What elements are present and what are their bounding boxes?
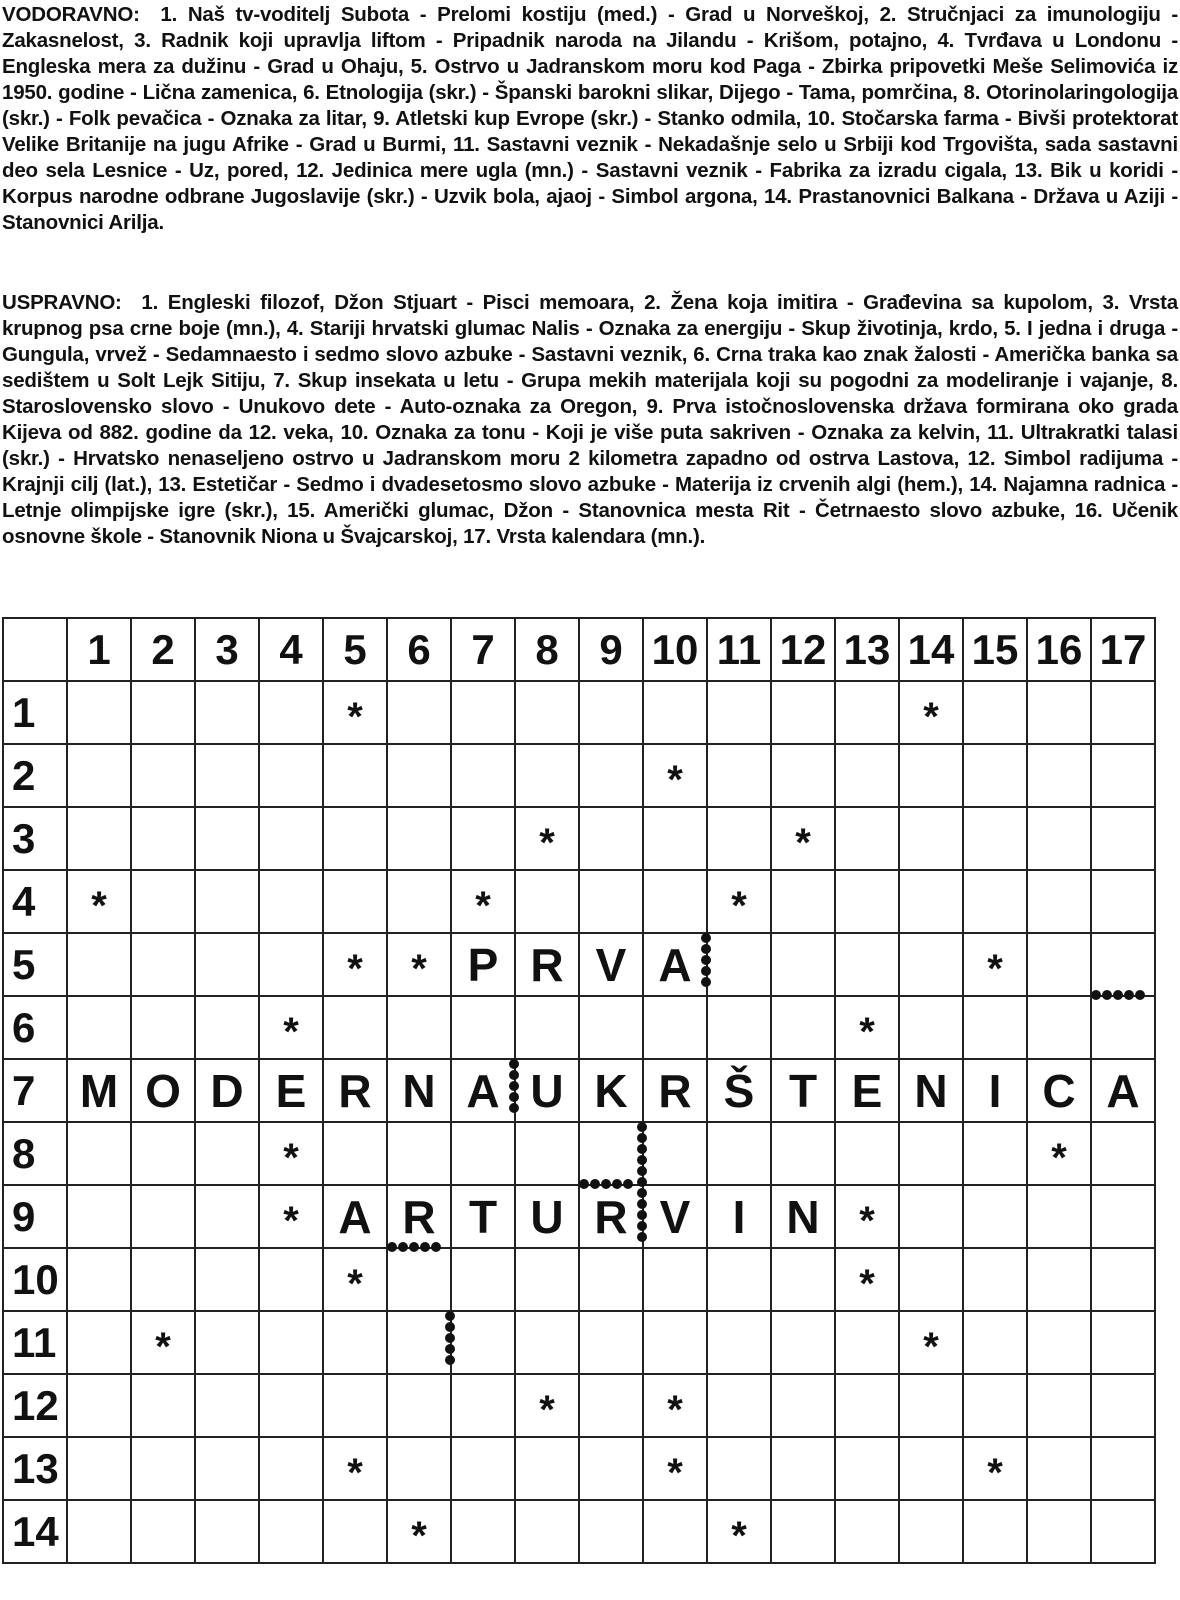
grid-row xyxy=(3,807,1155,870)
empty-cell[interactable] xyxy=(899,1248,963,1311)
column-header-row xyxy=(3,618,1155,681)
blocked-cell: * xyxy=(771,807,835,870)
blocked-cell: * xyxy=(259,1122,323,1185)
empty-cell[interactable] xyxy=(643,1122,707,1185)
empty-cell[interactable] xyxy=(579,996,643,1059)
letter-cell[interactable]: R xyxy=(515,933,579,996)
empty-cell[interactable] xyxy=(387,681,451,744)
empty-cell[interactable] xyxy=(515,996,579,1059)
empty-cell[interactable] xyxy=(451,1248,515,1311)
empty-cell[interactable] xyxy=(131,996,195,1059)
column-number: 10 xyxy=(643,618,707,681)
empty-cell[interactable] xyxy=(1091,1500,1155,1563)
row-number: 12 xyxy=(3,1374,67,1437)
empty-cell[interactable] xyxy=(67,681,131,744)
letter-cell[interactable]: N xyxy=(387,1059,451,1122)
empty-cell[interactable] xyxy=(1091,744,1155,807)
empty-cell[interactable] xyxy=(1091,1248,1155,1311)
empty-cell[interactable] xyxy=(195,1500,259,1563)
vertical-clues-text: 1. Engleski filozof, Džon Stjuart - Pisci memoara, 2. Žena koja imitira - Građevina sa kupolom, 3. Vrsta krupnog psa crne boje (mn.), 4. Stariji hrvatski glumac Nalis - Oznaka za energiju - Skup životinja, krdo, 5. I jedna i druga - Gungula, vrvež - Sedamnaesto i sedmo slovo azbuke - Sastavni veznik, 6. Crna traka kao znak žalosti - Američka banka sa sedištem u Solt Lejk Sitiju, 7. Skup insekata u letu - Grupa mekih materijala koji su pogodni za modeliranje i vajanje, 8. Staroslovensko slovo - Unukovo dete - Auto-oznaka za Oregon, 9. Prva istočnoslovenska država formirana oko grada Kijeva od 882. godine da 12. veka, 10. Oznaka za tonu - Koji je više puta sakriven - Oznaka za kelvin, 11. Ultrakratki talasi (skr.) - Hrvatsko nenaseljeno ostrvo u Jadranskom moru 2 kilometra zapadno od ostrva Lastova, 12. Simbol radijuma - Krajnji cilj (lat.), 13. Estetičar - Sedmo i dvadesetosmo slovo azbuke - Materija iz crvenih algi (hem.), 14. Najamna radnica - Letnje olimpijske igre (skr.), 15. Američki glumac, Džon - Stanovnica mesta Rit - Četrnaesto slovo azbuke, 16. Učenik osnovne škole - Stanovnik Niona u Švajcarskoj, 17. Vrsta kalendara (mn.). xyxy=(2,291,1178,548)
blocked-cell: * xyxy=(963,1437,1027,1500)
empty-cell[interactable] xyxy=(67,996,131,1059)
empty-cell[interactable] xyxy=(771,1437,835,1500)
empty-cell[interactable] xyxy=(643,870,707,933)
empty-cell[interactable] xyxy=(899,1185,963,1248)
empty-cell[interactable] xyxy=(899,933,963,996)
empty-cell[interactable] xyxy=(835,933,899,996)
empty-cell[interactable] xyxy=(1091,681,1155,744)
empty-cell[interactable] xyxy=(515,681,579,744)
empty-cell[interactable] xyxy=(1027,1311,1091,1374)
empty-cell[interactable] xyxy=(899,870,963,933)
empty-cell[interactable] xyxy=(131,870,195,933)
horizontal-clues xyxy=(2,2,1178,236)
grid-row xyxy=(3,1437,1155,1500)
empty-cell[interactable] xyxy=(195,1311,259,1374)
empty-cell[interactable] xyxy=(1091,807,1155,870)
empty-cell[interactable] xyxy=(195,1437,259,1500)
empty-cell[interactable] xyxy=(131,681,195,744)
empty-cell[interactable] xyxy=(835,1311,899,1374)
empty-cell[interactable] xyxy=(195,1122,259,1185)
empty-cell[interactable] xyxy=(515,744,579,807)
blocked-cell: * xyxy=(515,807,579,870)
blocked-cell: * xyxy=(259,1185,323,1248)
row-number: 2 xyxy=(3,744,67,807)
empty-cell[interactable] xyxy=(643,807,707,870)
empty-cell[interactable] xyxy=(899,996,963,1059)
empty-cell[interactable] xyxy=(451,681,515,744)
empty-cell[interactable] xyxy=(323,744,387,807)
column-number: 3 xyxy=(195,618,259,681)
column-number: 5 xyxy=(323,618,387,681)
empty-cell[interactable] xyxy=(323,1311,387,1374)
blocked-cell: * xyxy=(707,1500,771,1563)
horizontal-clues-text: 1. Naš tv-voditelj Subota - Prelomi kostiju (med.) - Grad u Norveškoj, 2. Stručnjaci za imunologiju - Zakasnelost, 3. Radnik koji upravlja liftom - Pripadnik naroda na Jilandu - Krišom, potajno, 4. Tvrđava u Londonu - Engleska mera za dužinu - Grad u Ohaju, 5. Ostrvo u Jadranskom moru kod Paga - Zbirka pripovetki Meše Selimovića iz 1950. godine - Lična zamenica, 6. Etnologija (skr.) - Španski barokni slikar, Dijego - Tama, pomrčina, 8. Otorinolaringologija (skr.) - Folk pevačica - Oznaka za litar, 9. Atletski kup Evrope (skr.) - Stanko odmila, 10. Stočarska farma - Bivši protektorat Velike Britanije na jugu Afrike - Grad u Burmi, 11. Sastavni veznik - Nekadašnje selo u Srbiji kod Trgovišta, sada sastavni deo sela Lesnice - Uz, pored, 12. Jedinica mere ugla (mn.) - Sastavni veznik - Fabrika za izradu cigala, 13. Bik u koridi - Korpus narodne odbrane Jugoslavije (skr.) - Uzvik bola, ajaoj - Simbol argona, 14. Prastanovnici Balkana - Država u Aziji - Stanovnici Arilja. xyxy=(2,3,1178,234)
column-number: 9 xyxy=(579,618,643,681)
column-number: 4 xyxy=(259,618,323,681)
empty-cell[interactable] xyxy=(195,996,259,1059)
empty-cell[interactable] xyxy=(451,996,515,1059)
empty-cell[interactable] xyxy=(451,1122,515,1185)
empty-cell[interactable] xyxy=(707,933,771,996)
grid-row xyxy=(3,1374,1155,1437)
empty-cell[interactable] xyxy=(579,1122,643,1185)
column-number: 11 xyxy=(707,618,771,681)
empty-cell[interactable] xyxy=(387,1374,451,1437)
empty-cell[interactable] xyxy=(963,1185,1027,1248)
empty-cell[interactable] xyxy=(771,1500,835,1563)
empty-cell[interactable] xyxy=(771,744,835,807)
empty-cell[interactable] xyxy=(259,933,323,996)
row-number: 10 xyxy=(3,1248,67,1311)
empty-cell[interactable] xyxy=(1027,1248,1091,1311)
horizontal-clues-label: VODORAVNO: xyxy=(2,3,140,26)
row-number: 8 xyxy=(3,1122,67,1185)
empty-cell[interactable] xyxy=(963,1311,1027,1374)
empty-cell[interactable] xyxy=(579,1500,643,1563)
letter-cell[interactable]: M xyxy=(67,1059,131,1122)
empty-cell[interactable] xyxy=(771,681,835,744)
empty-cell[interactable] xyxy=(771,870,835,933)
row-number: 5 xyxy=(3,933,67,996)
empty-cell[interactable] xyxy=(579,1374,643,1437)
empty-cell[interactable] xyxy=(195,1374,259,1437)
empty-cell[interactable] xyxy=(259,1437,323,1500)
empty-cell[interactable] xyxy=(323,1374,387,1437)
column-number: 2 xyxy=(131,618,195,681)
empty-cell[interactable] xyxy=(1027,1500,1091,1563)
empty-cell[interactable] xyxy=(963,1500,1027,1563)
empty-cell[interactable] xyxy=(707,1311,771,1374)
grid-row xyxy=(3,870,1155,933)
grid-row xyxy=(3,1185,1155,1248)
grid-row xyxy=(3,996,1155,1059)
empty-cell[interactable] xyxy=(195,1185,259,1248)
letter-cell[interactable]: D xyxy=(195,1059,259,1122)
empty-cell[interactable] xyxy=(899,1374,963,1437)
vertical-clues xyxy=(2,290,1178,550)
column-number: 16 xyxy=(1027,618,1091,681)
empty-cell[interactable] xyxy=(451,1437,515,1500)
blocked-cell: * xyxy=(707,870,771,933)
column-number: 1 xyxy=(67,618,131,681)
column-number: 15 xyxy=(963,618,1027,681)
letter-cell[interactable]: A xyxy=(1091,1059,1155,1122)
empty-cell[interactable] xyxy=(771,996,835,1059)
empty-cell[interactable] xyxy=(67,1185,131,1248)
blocked-cell: * xyxy=(643,744,707,807)
empty-cell[interactable] xyxy=(1091,1122,1155,1185)
grid-row xyxy=(3,744,1155,807)
crossword-grid-container xyxy=(2,617,1156,1564)
blocked-cell: * xyxy=(387,1500,451,1563)
empty-cell[interactable] xyxy=(771,933,835,996)
empty-cell[interactable] xyxy=(195,1248,259,1311)
empty-cell[interactable] xyxy=(1091,996,1155,1059)
empty-cell[interactable] xyxy=(643,1500,707,1563)
empty-cell[interactable] xyxy=(323,1500,387,1563)
empty-cell[interactable] xyxy=(195,744,259,807)
empty-cell[interactable] xyxy=(1027,1374,1091,1437)
empty-cell[interactable] xyxy=(707,807,771,870)
column-number: 12 xyxy=(771,618,835,681)
empty-cell[interactable] xyxy=(67,1122,131,1185)
empty-cell[interactable] xyxy=(131,1248,195,1311)
empty-cell[interactable] xyxy=(387,870,451,933)
letter-cell[interactable]: K xyxy=(579,1059,643,1122)
empty-cell[interactable] xyxy=(131,807,195,870)
empty-cell[interactable] xyxy=(131,1437,195,1500)
empty-cell[interactable] xyxy=(771,1374,835,1437)
empty-cell[interactable] xyxy=(515,870,579,933)
empty-cell[interactable] xyxy=(259,1500,323,1563)
letter-cell[interactable]: E xyxy=(259,1059,323,1122)
letter-cell[interactable]: Š xyxy=(707,1059,771,1122)
empty-cell[interactable] xyxy=(771,1122,835,1185)
letter-cell[interactable]: C xyxy=(1027,1059,1091,1122)
blocked-cell: * xyxy=(643,1374,707,1437)
empty-cell[interactable] xyxy=(835,807,899,870)
empty-cell[interactable] xyxy=(67,1500,131,1563)
empty-cell[interactable] xyxy=(707,1122,771,1185)
empty-cell[interactable] xyxy=(387,996,451,1059)
letter-cell[interactable]: U xyxy=(515,1059,579,1122)
column-number: 7 xyxy=(451,618,515,681)
grid-row xyxy=(3,1059,1155,1122)
letter-cell[interactable]: A xyxy=(323,1185,387,1248)
letter-cell[interactable]: R xyxy=(323,1059,387,1122)
empty-cell[interactable] xyxy=(67,1311,131,1374)
empty-cell[interactable] xyxy=(899,744,963,807)
column-number: 6 xyxy=(387,618,451,681)
column-number: 13 xyxy=(835,618,899,681)
empty-cell[interactable] xyxy=(707,681,771,744)
grid-corner xyxy=(3,618,67,681)
blocked-cell: * xyxy=(515,1374,579,1437)
letter-cell[interactable]: R xyxy=(643,1059,707,1122)
empty-cell[interactable] xyxy=(387,1311,451,1374)
letter-cell[interactable]: O xyxy=(131,1059,195,1122)
empty-cell[interactable] xyxy=(579,1248,643,1311)
letter-cell[interactable]: I xyxy=(963,1059,1027,1122)
empty-cell[interactable] xyxy=(515,1248,579,1311)
row-number: 3 xyxy=(3,807,67,870)
empty-cell[interactable] xyxy=(643,996,707,1059)
empty-cell[interactable] xyxy=(835,1122,899,1185)
empty-cell[interactable] xyxy=(259,1311,323,1374)
letter-cell[interactable]: T xyxy=(451,1185,515,1248)
empty-cell[interactable] xyxy=(899,1500,963,1563)
empty-cell[interactable] xyxy=(515,1122,579,1185)
blocked-cell: * xyxy=(835,1185,899,1248)
empty-cell[interactable] xyxy=(579,681,643,744)
empty-cell[interactable] xyxy=(1091,1311,1155,1374)
empty-cell[interactable] xyxy=(643,1311,707,1374)
empty-cell[interactable] xyxy=(963,1248,1027,1311)
blocked-cell: * xyxy=(131,1311,195,1374)
letter-cell[interactable]: R xyxy=(579,1185,643,1248)
empty-cell[interactable] xyxy=(1091,933,1155,996)
blocked-cell: * xyxy=(963,933,1027,996)
empty-cell[interactable] xyxy=(963,996,1027,1059)
blocked-cell: * xyxy=(323,681,387,744)
letter-cell[interactable]: N xyxy=(771,1185,835,1248)
letter-cell[interactable]: A xyxy=(643,933,707,996)
blocked-cell: * xyxy=(323,933,387,996)
empty-cell[interactable] xyxy=(259,1374,323,1437)
blocked-cell: * xyxy=(259,996,323,1059)
empty-cell[interactable] xyxy=(451,807,515,870)
blocked-cell: * xyxy=(899,681,963,744)
empty-cell[interactable] xyxy=(899,1122,963,1185)
row-number: 13 xyxy=(3,1437,67,1500)
letter-cell[interactable]: P xyxy=(451,933,515,996)
empty-cell[interactable] xyxy=(515,1311,579,1374)
empty-cell[interactable] xyxy=(195,681,259,744)
empty-cell[interactable] xyxy=(195,807,259,870)
empty-cell[interactable] xyxy=(323,1122,387,1185)
letter-cell[interactable]: E xyxy=(835,1059,899,1122)
empty-cell[interactable] xyxy=(195,933,259,996)
empty-cell[interactable] xyxy=(835,1437,899,1500)
row-number: 6 xyxy=(3,996,67,1059)
grid-row xyxy=(3,1248,1155,1311)
empty-cell[interactable] xyxy=(643,681,707,744)
grid-row xyxy=(3,1311,1155,1374)
empty-cell[interactable] xyxy=(451,1311,515,1374)
row-number: 1 xyxy=(3,681,67,744)
row-number: 11 xyxy=(3,1311,67,1374)
empty-cell[interactable] xyxy=(707,1437,771,1500)
column-number: 8 xyxy=(515,618,579,681)
empty-cell[interactable] xyxy=(579,870,643,933)
empty-cell[interactable] xyxy=(771,1311,835,1374)
empty-cell[interactable] xyxy=(1091,870,1155,933)
empty-cell[interactable] xyxy=(963,870,1027,933)
empty-cell[interactable] xyxy=(387,807,451,870)
empty-cell[interactable] xyxy=(515,1437,579,1500)
row-number: 9 xyxy=(3,1185,67,1248)
empty-cell[interactable] xyxy=(259,1248,323,1311)
empty-cell[interactable] xyxy=(1027,807,1091,870)
blocked-cell: * xyxy=(387,933,451,996)
empty-cell[interactable] xyxy=(899,807,963,870)
empty-cell[interactable] xyxy=(1027,1437,1091,1500)
letter-cell[interactable]: T xyxy=(771,1059,835,1122)
blocked-cell: * xyxy=(323,1248,387,1311)
grid-row xyxy=(3,933,1155,996)
empty-cell[interactable] xyxy=(1027,1185,1091,1248)
letter-cell[interactable]: I xyxy=(707,1185,771,1248)
empty-cell[interactable] xyxy=(131,744,195,807)
empty-cell[interactable] xyxy=(451,1374,515,1437)
empty-cell[interactable] xyxy=(963,807,1027,870)
empty-cell[interactable] xyxy=(131,1122,195,1185)
column-number: 14 xyxy=(899,618,963,681)
empty-cell[interactable] xyxy=(963,1374,1027,1437)
blocked-cell: * xyxy=(835,996,899,1059)
grid-row xyxy=(3,1500,1155,1563)
empty-cell[interactable] xyxy=(835,870,899,933)
empty-cell[interactable] xyxy=(707,996,771,1059)
empty-cell[interactable] xyxy=(323,807,387,870)
empty-cell[interactable] xyxy=(835,1500,899,1563)
grid-row xyxy=(3,681,1155,744)
empty-cell[interactable] xyxy=(1027,681,1091,744)
blocked-cell: * xyxy=(323,1437,387,1500)
blocked-cell: * xyxy=(643,1437,707,1500)
blocked-cell: * xyxy=(899,1311,963,1374)
empty-cell[interactable] xyxy=(451,1500,515,1563)
blocked-cell: * xyxy=(835,1248,899,1311)
empty-cell[interactable] xyxy=(579,744,643,807)
empty-cell[interactable] xyxy=(579,1437,643,1500)
empty-cell[interactable] xyxy=(131,1500,195,1563)
empty-cell[interactable] xyxy=(259,870,323,933)
empty-cell[interactable] xyxy=(1027,996,1091,1059)
empty-cell[interactable] xyxy=(67,933,131,996)
letter-cell[interactable]: V xyxy=(579,933,643,996)
row-number: 14 xyxy=(3,1500,67,1563)
empty-cell[interactable] xyxy=(1091,1437,1155,1500)
row-number: 4 xyxy=(3,870,67,933)
empty-cell[interactable] xyxy=(387,1122,451,1185)
letter-cell[interactable]: A xyxy=(451,1059,515,1122)
empty-cell[interactable] xyxy=(323,996,387,1059)
empty-cell[interactable] xyxy=(1027,933,1091,996)
empty-cell[interactable] xyxy=(835,1374,899,1437)
empty-cell[interactable] xyxy=(1091,1185,1155,1248)
vertical-clues-label: USPRAVNO: xyxy=(2,291,122,314)
empty-cell[interactable] xyxy=(67,1374,131,1437)
empty-cell[interactable] xyxy=(579,1311,643,1374)
empty-cell[interactable] xyxy=(963,744,1027,807)
empty-cell[interactable] xyxy=(835,744,899,807)
blocked-cell: * xyxy=(1027,1122,1091,1185)
blocked-cell: * xyxy=(451,870,515,933)
empty-cell[interactable] xyxy=(323,870,387,933)
empty-cell[interactable] xyxy=(131,933,195,996)
grid-row xyxy=(3,1122,1155,1185)
empty-cell[interactable] xyxy=(131,1374,195,1437)
empty-cell[interactable] xyxy=(195,870,259,933)
empty-cell[interactable] xyxy=(515,1500,579,1563)
empty-cell[interactable] xyxy=(259,807,323,870)
empty-cell[interactable] xyxy=(771,1248,835,1311)
empty-cell[interactable] xyxy=(1027,870,1091,933)
empty-cell[interactable] xyxy=(131,1185,195,1248)
empty-cell[interactable] xyxy=(835,681,899,744)
letter-cell[interactable]: V xyxy=(643,1185,707,1248)
empty-cell[interactable] xyxy=(259,681,323,744)
letter-cell[interactable]: R xyxy=(387,1185,451,1248)
column-number: 17 xyxy=(1091,618,1155,681)
empty-cell[interactable] xyxy=(451,744,515,807)
empty-cell[interactable] xyxy=(1027,744,1091,807)
empty-cell[interactable] xyxy=(67,1437,131,1500)
empty-cell[interactable] xyxy=(899,1437,963,1500)
empty-cell[interactable] xyxy=(579,807,643,870)
empty-cell[interactable] xyxy=(1091,1374,1155,1437)
blocked-cell: * xyxy=(67,870,131,933)
empty-cell[interactable] xyxy=(387,744,451,807)
empty-cell[interactable] xyxy=(259,744,323,807)
crossword-grid xyxy=(2,617,1156,1564)
empty-cell[interactable] xyxy=(387,1437,451,1500)
empty-cell[interactable] xyxy=(707,744,771,807)
letter-cell[interactable]: U xyxy=(515,1185,579,1248)
letter-cell[interactable]: N xyxy=(899,1059,963,1122)
empty-cell[interactable] xyxy=(707,1374,771,1437)
empty-cell[interactable] xyxy=(963,681,1027,744)
row-number: 7 xyxy=(3,1059,67,1122)
empty-cell[interactable] xyxy=(963,1122,1027,1185)
empty-cell[interactable] xyxy=(643,1248,707,1311)
empty-cell[interactable] xyxy=(67,807,131,870)
empty-cell[interactable] xyxy=(67,1248,131,1311)
empty-cell[interactable] xyxy=(67,744,131,807)
empty-cell[interactable] xyxy=(387,1248,451,1311)
empty-cell[interactable] xyxy=(707,1248,771,1311)
